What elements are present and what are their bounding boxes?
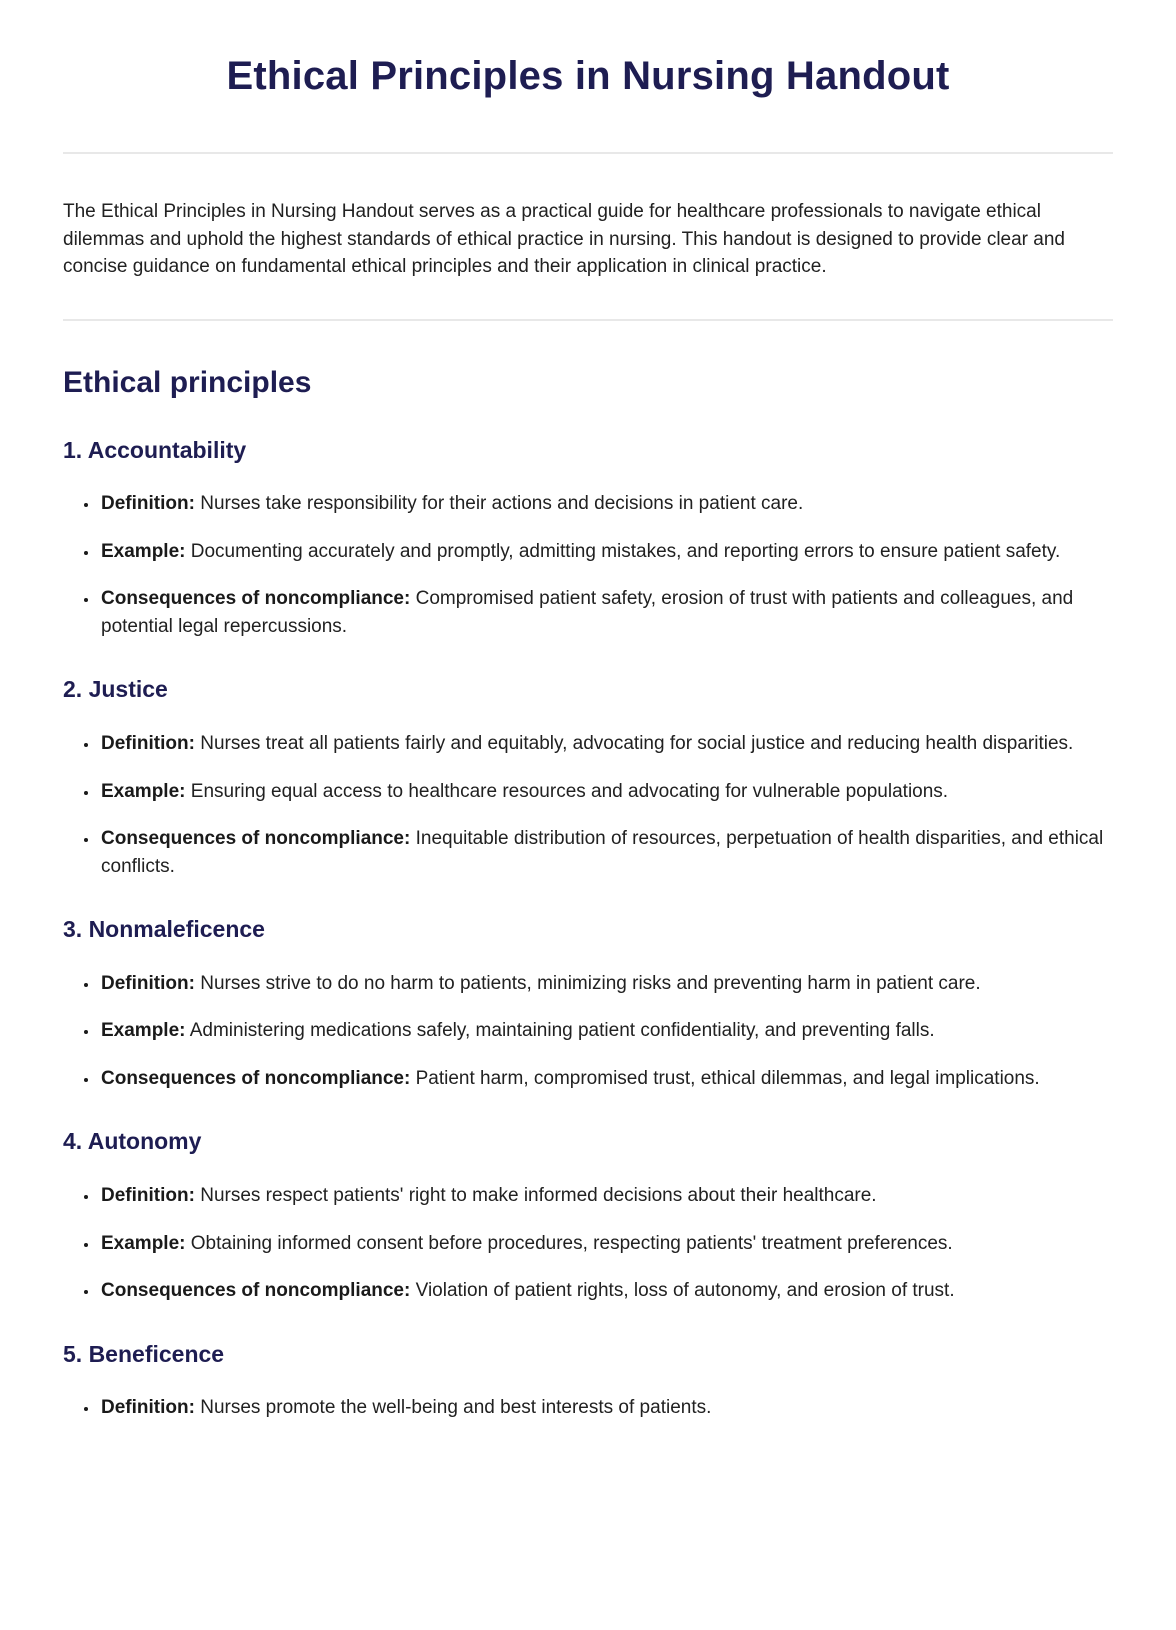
list-item — [99, 1230, 1113, 1258]
list-item — [99, 1394, 1113, 1422]
section-title: Ethical principles — [63, 365, 312, 399]
item-text: Nurses treat all patients fairly and equitably, advocating for social justice and reducing health disparities. — [200, 733, 1074, 755]
item-text: Obtaining informed consent before procedures, respecting patients' treatment preferences. — [190, 1232, 953, 1254]
list-item — [99, 730, 1113, 758]
item-text: Ensuring equal access to healthcare resources and advocating for vulnerable populations. — [190, 780, 949, 802]
principle-heading: 1. Accountability — [63, 436, 247, 463]
item-text: Administering medications safely, maintaining patient confidentiality, and preventing falls. — [189, 1020, 935, 1042]
item-text: Inequitable distribution of resources, perpetuation of health disparities, and ethical conflicts. — [101, 828, 1104, 877]
item-label: Definition: — [101, 733, 195, 755]
list-item — [99, 1182, 1113, 1210]
item-label: Definition: — [101, 1397, 195, 1419]
list-item — [99, 1017, 1113, 1045]
principle-section-beneficence — [63, 1341, 1113, 1422]
list-item — [99, 1065, 1113, 1093]
item-label: Definition: — [101, 1185, 195, 1207]
item-label: Example: — [101, 1232, 186, 1254]
principle-list — [63, 970, 1113, 1093]
item-label: Example: — [101, 1020, 186, 1042]
page-title: Ethical Principles in Nursing Handout — [226, 54, 950, 98]
list-item — [99, 825, 1113, 880]
list-item — [99, 778, 1113, 806]
item-label: Example: — [101, 540, 186, 562]
principle-heading: 3. Nonmaleficence — [63, 916, 265, 943]
principle-list — [63, 730, 1113, 880]
item-label: Consequences of noncompliance: — [101, 588, 411, 610]
principle-list — [63, 1394, 1113, 1422]
item-text: Nurses take responsibility for their actions and decisions in patient care. — [200, 493, 804, 515]
item-label: Consequences of noncompliance: — [101, 1280, 411, 1302]
list-item — [99, 1277, 1113, 1305]
principle-list — [63, 490, 1113, 640]
principle-heading: 5. Beneficence — [63, 1340, 225, 1367]
item-text: Nurses promote the well-being and best interests of patients. — [200, 1397, 712, 1419]
principle-list — [63, 1182, 1113, 1305]
divider — [63, 319, 1113, 321]
item-label: Consequences of noncompliance: — [101, 1067, 411, 1089]
item-label: Definition: — [101, 972, 195, 994]
list-item — [99, 490, 1113, 518]
list-item — [99, 970, 1113, 998]
item-text: Violation of patient rights, loss of autonomy, and erosion of trust. — [415, 1280, 955, 1302]
item-text: Nurses strive to do no harm to patients, minimizing risks and preventing harm in patient care. — [200, 972, 981, 994]
list-item — [99, 538, 1113, 566]
item-text: Documenting accurately and promptly, admitting mistakes, and reporting errors to ensure patient safety. — [190, 540, 1061, 562]
item-label: Example: — [101, 780, 186, 802]
principle-heading: 4. Autonomy — [63, 1128, 202, 1155]
principle-section-accountability — [63, 437, 1113, 641]
principle-section-justice — [63, 676, 1113, 880]
divider — [63, 152, 1113, 154]
principle-section-autonomy — [63, 1128, 1113, 1304]
intro-paragraph: The Ethical Principles in Nursing Handout serves as a practical guide for healthcare professionals to navigate ethical dilemmas and uphold the highest standards of ethical practice in nursing. This handout is designed to provide clear and concise guidance on fundamental ethical principles and their application in clinical practice. — [63, 201, 1065, 278]
principle-heading: 2. Justice — [63, 676, 168, 703]
item-text: Compromised patient safety, erosion of trust with patients and colleagues, and potential legal repercussions. — [101, 588, 1074, 637]
item-label: Definition: — [101, 493, 195, 515]
principle-section-nonmaleficence — [63, 916, 1113, 1092]
item-text: Patient harm, compromised trust, ethical dilemmas, and legal implications. — [415, 1067, 1040, 1089]
item-text: Nurses respect patients' right to make informed decisions about their healthcare. — [200, 1185, 877, 1207]
item-label: Consequences of noncompliance: — [101, 828, 411, 850]
list-item — [99, 585, 1113, 640]
